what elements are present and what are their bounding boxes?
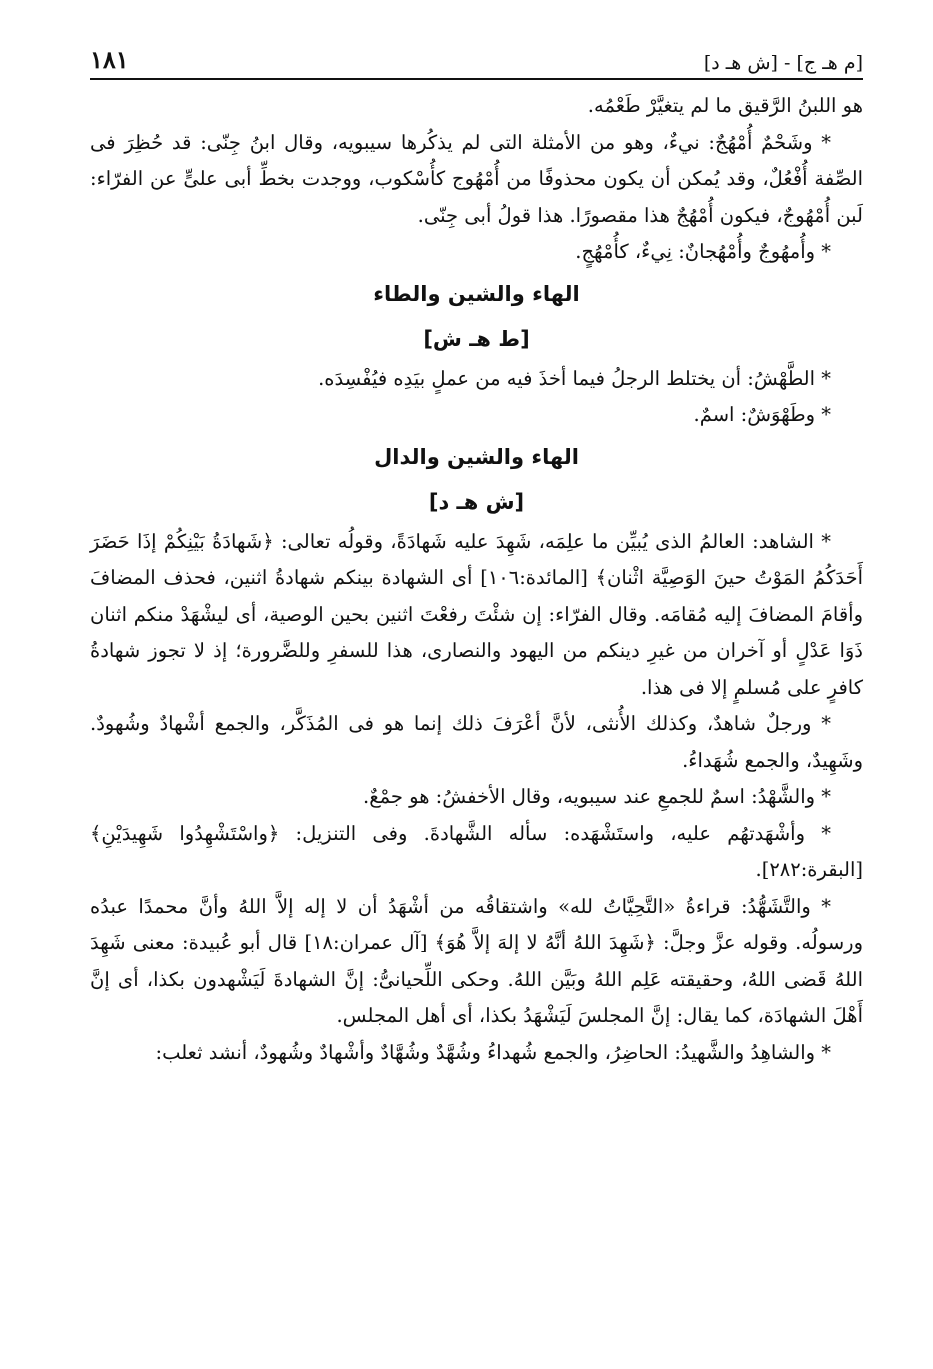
running-head-roots: [م هـ ج] - [ش هـ د] xyxy=(703,52,863,74)
root-heading: [ش هـ د] xyxy=(428,489,525,514)
page-body xyxy=(90,88,863,1071)
section-title: الهاء والشين والدال xyxy=(374,444,579,469)
entry-shahid: * الشاهد: العالمُ الذى يُبيِّن ما علِمَه، شَهِدَ عليه شَهادَةً، وقولُه تعالى: ﴿شَهادَةُ بَيْنِكُمْ إذَا حَضَرَ أَحَدَكُمُ المَوْتُ حينَ الوَصِيَّة اثْنان﴾ [المائدة:١٠٦] أى الشهادة بينكم شهادةُ اثنين، فحذف المضافَ وأقامَ المضافَ إليه مُقامَه. وقال الفرّاء: إن شئْتَ رفعْتَ اثنين بحين الوصية، أى ليشْهَدْ منكم اثنان ذَوَا عَدْلٍ أو آخران من غيرِ دينكم من اليهود والنصارى، هذا للسفرِ وللضَّرورة؛ إذ لا تجوز شهادةُ كافرٍ على مُسلمٍ إلا فى هذا. xyxy=(90,529,864,699)
entry-rajul-shahid: * ورجلٌ شاهدٌ، وكذلك الأُنثى، لأنَّ أعْرَفَ ذلك إنما هو فى المُذَكَّر، والجمع أشْهادٌ وشُهودٌ. وشَهِيدٌ، والجمع شُهَداءُ. xyxy=(90,712,863,772)
entry-umhuj: * وأُمهُوجٌ وأُمْهُجانٌ: نِيءٌ، كأُمْهُجٍ. xyxy=(575,240,831,263)
entry-ashhadtuhum: * وأشْهَدتهُم عليه، واستَشْهَده: سأله الشَّهادةَ. وفى التنزيل: ﴿واسْتَشْهِدُوا شَهِيدَيْنِ﴾ [البقرة:٢٨٢]. xyxy=(90,821,863,881)
entry-tashahhud: * والتَّشَهُّدُ: قراءةُ «التَّحِيَّاتُ لله» واشتقاقُه من أشْهَدُ أن لا إله إلاَّ اللهُ وأنَّ محمدًا عبدُه ورسولُه. وقوله عزَّ وجلَّ: ﴿شَهِدَ اللهُ أنَّهُ لا إلهَ إلاَّ هُوَ﴾ [آل عمران:١٨] قال أبو عُبيدة: معنى شَهِدَ اللهُ قَضى اللهُ، وحقيقته عَلِم اللهُ وبَيَّن اللهُ. وحكى اللِّحيانىُّ: إنَّ الشهادةَ لَيَشْهدون بكذا، أى إنَّ أَهْلَ الشهادَة، كما يقال: إنَّ المجلسَ لَيَشْهَدُ بكذا، أى أهل المجلس. xyxy=(90,894,863,1027)
page-number: ١٨١ xyxy=(90,45,129,74)
entry-shahm-umhuj: * وشَحْمٌ أُمْهُجٌ: نيءٌ، وهو من الأمثلة التى لم يذكُرها سيبويه، وقال ابنُ جِنّى: قد حُظِرَ فى الصِّفة أُفْعُلٌ، وقد يُمكن أن يكون محذوفًا من أُمْهُوج كأُسْكوب، ووجدت بخطِّ أبى علىٍّ عن الفرّاء: لَبن أُمْهُوجٌ، فيكون أُمْهُجٌ هذا مقصورًا. هذا قولُ أبى جِنّى. xyxy=(90,130,863,227)
entry-shahid-shahid: * والشاهِدُ والشَّهيدُ: الحاضِرُ، والجمع شُهداءُ وشُهَّدٌ وشُهَّادٌ وأشْهادٌ وشُهودٌ، أنشد ثعلب: xyxy=(155,1040,831,1064)
root-heading: [ط هـ ش] xyxy=(423,326,530,351)
section-title: الهاء والشين والطاء xyxy=(373,281,580,306)
entry-tahwash: * وطَهْوَشٌ: اسمٌ. xyxy=(693,403,831,426)
running-head xyxy=(90,40,863,80)
entry-shahd: * والشَّهْدُ: اسمٌ للجمعِ عند سيبويه، وقال الأخفشُ: هو جمْعٌ. xyxy=(363,785,831,808)
entry-tahsh: * الطَّهْشُ: أن يختلط الرجلُ فيما أخذَ فيه من عملٍ بيَدِه فيُفْسِدَه. xyxy=(318,366,831,390)
paragraph-continuation: هو اللبنُ الرَّقيق ما لم يتغيَّرْ طَعْمُه. xyxy=(587,94,863,117)
